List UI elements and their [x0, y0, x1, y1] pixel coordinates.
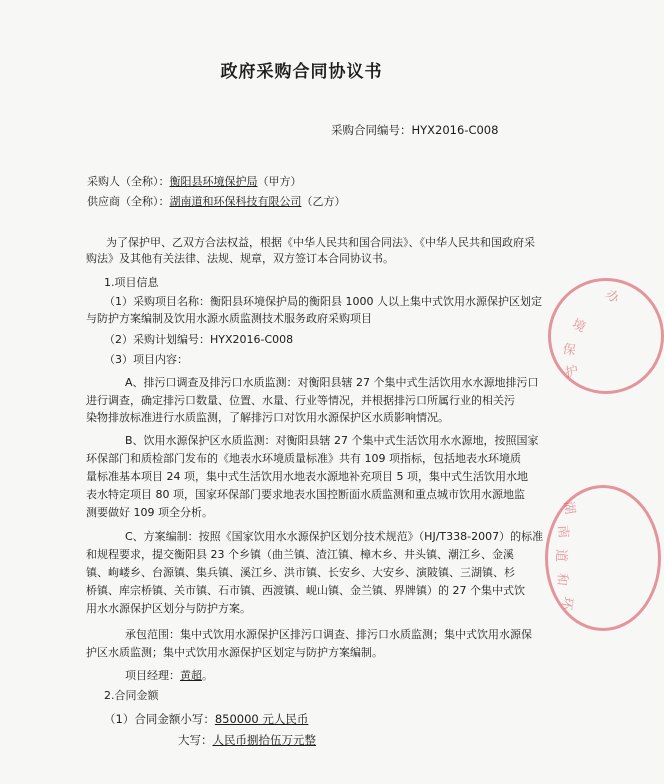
manager-label: 项目经理：	[125, 669, 180, 682]
supplier-label: 供应商（全称）：	[87, 195, 170, 208]
item-c-line: C、方案编制：按照《国家饮用水水源保护区划分技术规范》（HJ/T338-2007）的标准	[125, 530, 544, 543]
uppercase-label: 大写：	[178, 733, 213, 747]
item-a-line: 进行调查，确定排污口数量、位置、水量、行业等情况，并根据排污口所属行业的相关污	[86, 394, 515, 407]
buyer-line	[87, 175, 302, 189]
seal-char: 护	[564, 363, 580, 381]
intro-line: 为了保护甲、乙双方合法权益，根据《中华人民共和国合同法》、《中华人民共和国政府采	[106, 236, 535, 249]
project-name-line: （1）采购项目名称：衡阳县环境保护局的衡阳县 1000 人以上集中式饮用水源保护区划定	[104, 295, 542, 308]
item-c-line: 和规程要求，提交衡阳县 23 个乡镇（曲兰镇、渣江镇、樟木乡、井头镇、潮江乡、金溪	[86, 548, 514, 561]
item-c-line: 桥镇、库宗桥镇、关市镇、石市镇、西渡镇、岘山镇、金兰镇、界牌镇）的 27 个集中式饮	[86, 584, 525, 597]
amount-value: 850000 元人民币	[214, 712, 309, 726]
buyer-label: 采购人（全称）：	[87, 175, 170, 188]
amount-line	[104, 712, 308, 726]
amount-label: （1）合同金额小写：	[104, 712, 215, 726]
item-a-line: A、排污口调查及排污口水质监测：对衡阳县辖 27 个集中式生活饮用水水源地排污口	[125, 376, 539, 389]
seal-char: 道	[553, 548, 569, 563]
section-1-heading: 1.项目信息	[104, 276, 159, 289]
project-name-line: 与防护方案编制及饮用水源水质监测技术服务政府采购项目	[86, 312, 372, 325]
item-b-line: B、饮用水源保护区水质监测：对衡阳县辖 27 个集中式生活饮用水水源地，按照国家	[125, 434, 539, 447]
item-c-line: 镇、岣嵝乡、台源镇、集兵镇、溪江乡、洪市镇、长安乡、大安乡、演陂镇、三湖镇、杉	[86, 566, 515, 579]
manager-end: 。	[202, 669, 213, 682]
item-b-line: 表水特定项目 80 项，国家环保部门要求地表水国控断面水质监测和重点城市饮用水源地监	[86, 488, 525, 501]
red-seal-lower	[545, 485, 661, 631]
contract-number: 采购合同编号：HYX2016-C008	[331, 123, 499, 137]
amount-uppercase-line	[178, 733, 316, 747]
document-title: 政府采购合同协议书	[220, 62, 383, 82]
section-2-heading: 2.合同金额	[104, 689, 159, 702]
manager-name: 黄超	[180, 669, 202, 682]
intro-line: 购法》及其他有关法律、法规、规章，双方签订本合同协议书。	[86, 252, 394, 265]
seal-char: 南	[554, 524, 571, 539]
supplier-line	[87, 195, 346, 209]
project-manager-line	[125, 669, 213, 683]
supplier-role: （乙方）	[301, 195, 346, 208]
supplier-name: 湖南道和环保科技有限公司	[169, 195, 302, 208]
red-seal	[548, 278, 664, 394]
item-b-line: 量标准基本项目 24 项，集中式生活饮用水地表水源地补充项目 5 项，集中式生活饮用水地	[86, 470, 528, 483]
item-b-line: 测要做好 109 项全分析。	[86, 506, 213, 519]
buyer-name: 衡阳县环境保护局	[169, 175, 258, 188]
plan-number-line: （2）采购计划编号：HYX2016-C008	[104, 333, 294, 346]
scope-line: 承包范围：集中式饮用水源保护区排污口调查、排污口水质监测；集中式饮用水源保	[125, 628, 532, 641]
buyer-role: （甲方）	[257, 175, 302, 188]
seal-char: 和	[553, 572, 570, 587]
scope-line: 护区水质监测；集中式饮用水源保护区划定与防护方案编制。	[86, 646, 383, 659]
seal-char: 湖	[560, 500, 578, 516]
item-a-line: 染物排放标准进行水质监测，了解排污口对饮用水源保护区水质影响情况。	[86, 411, 449, 424]
seal-char: 保	[561, 341, 577, 359]
item-b-line: 环保部门和质检部门发布的《地表水环境质量标准》共有 109 项指标，包括地表水环境质	[86, 452, 521, 465]
content-heading: （3）项目内容：	[104, 353, 188, 366]
seal-char: 办	[602, 287, 623, 307]
uppercase-value: 人民币捌拾伍万元整	[212, 733, 316, 747]
seal-char: 环	[558, 595, 576, 611]
seal-char: 境	[569, 316, 588, 336]
item-c-line: 用水水源保护区划分与防护方案。	[86, 602, 251, 615]
